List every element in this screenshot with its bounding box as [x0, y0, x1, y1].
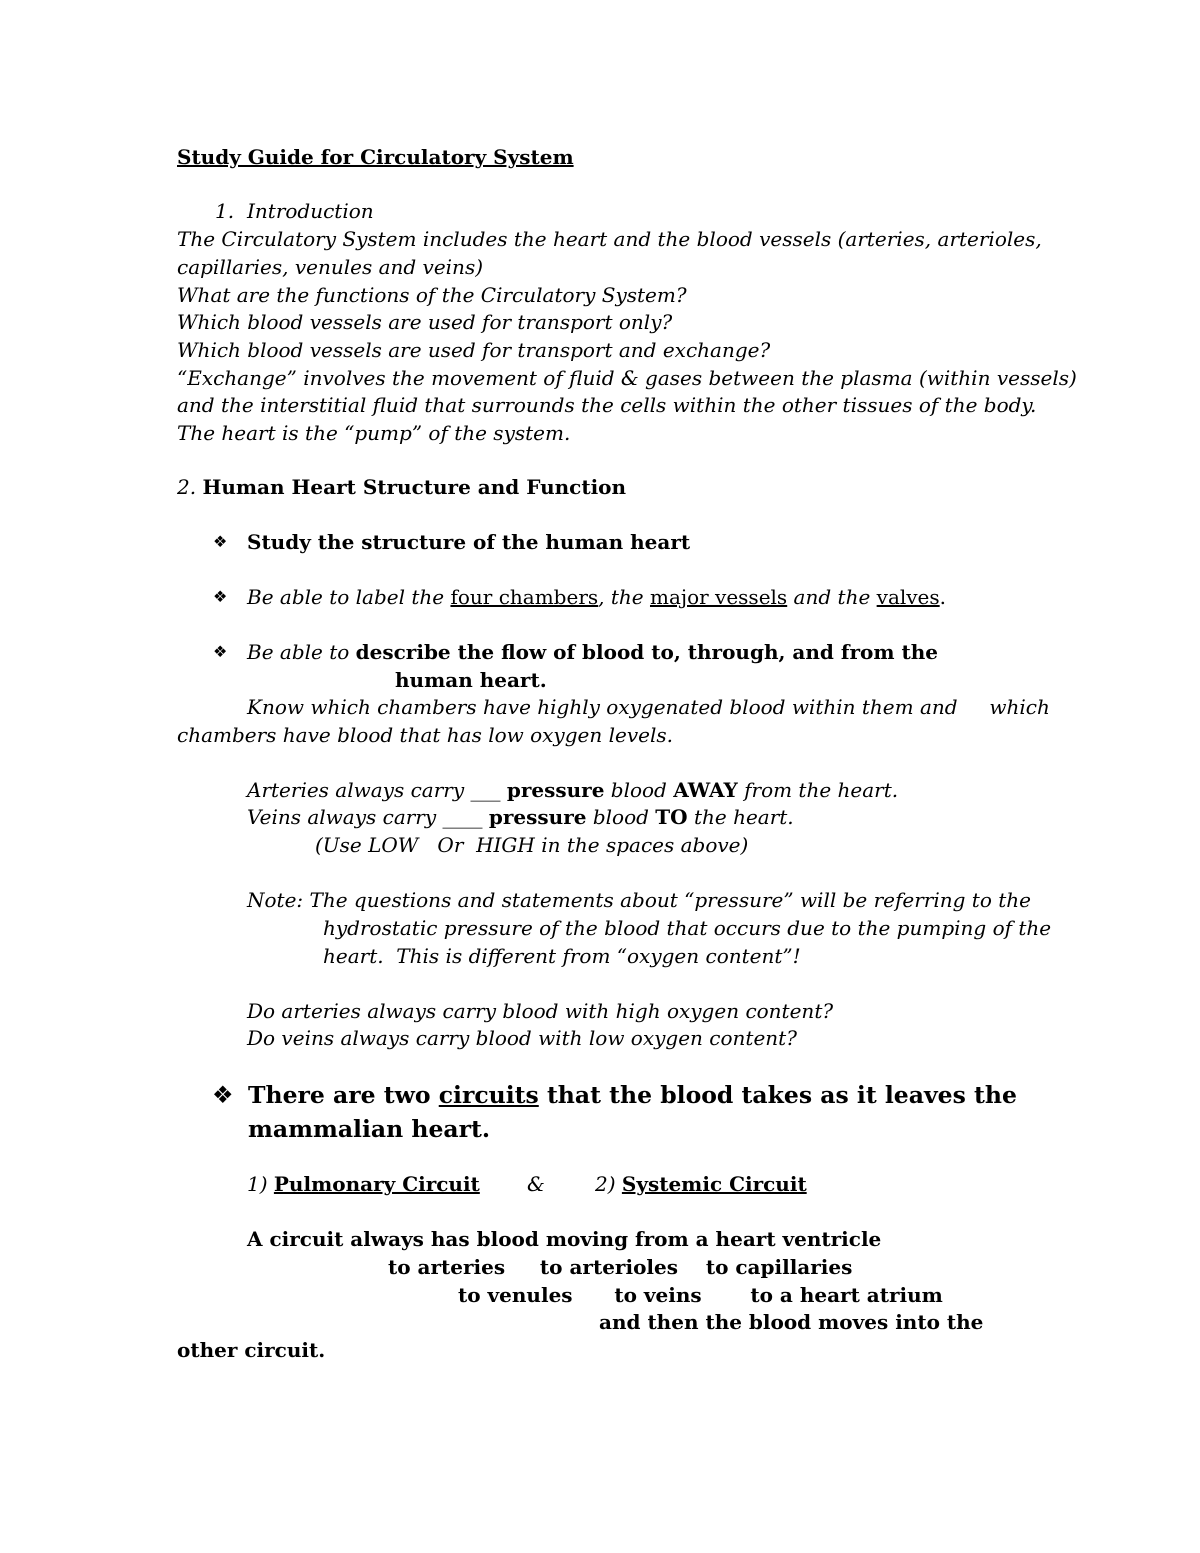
bullet-label-chambers: [247, 583, 946, 611]
section2-heading: Human Heart Structure and Function: [202, 475, 627, 499]
arteries-a: Arteries always carry ___: [247, 778, 507, 802]
question-arteries: Do arteries always carry blood with high oxygen content?: [247, 999, 834, 1023]
arteries-b: pressure: [506, 778, 605, 802]
pulmonary-label: Pulmonary Circuit: [273, 1172, 480, 1196]
veins-d: TO: [655, 805, 688, 829]
bullet2-text-2: , the: [598, 585, 650, 609]
use-low-high-line: (Use LOW Or HIGH in the spaces above): [315, 833, 749, 857]
section1-number: 1.: [215, 199, 235, 223]
bullet3-continuation: human heart.: [395, 668, 547, 692]
systemic-label: Systemic Circuit: [621, 1172, 807, 1196]
diamond-bullet-icon: ❖: [213, 532, 228, 551]
veins-b: pressure: [488, 805, 587, 829]
intro-line-1: The Circulatory System includes the heart and the blood vessels (arteries, arterioles,: [177, 227, 1042, 251]
page-title: Study Guide for Circulatory System: [177, 145, 574, 169]
systemic-circuit: [595, 1170, 807, 1198]
arteries-e: from the heart.: [737, 778, 899, 802]
systemic-number: 2): [595, 1172, 622, 1196]
flow-line-5: other circuit.: [177, 1338, 326, 1362]
pulmonary-number: 1): [247, 1172, 274, 1196]
bullet3-bold: describe the flow of blood to, through, and from the: [355, 640, 938, 664]
flow-line-2: to arteries to arterioles to capillaries: [388, 1255, 853, 1279]
section1-heading: Introduction: [247, 199, 374, 223]
section2-number: 2.: [177, 475, 197, 499]
diamond-bullet-icon: ❖: [213, 587, 228, 606]
valves-text: valves: [876, 585, 940, 609]
flow-line-1: A circuit always has blood moving from a heart ventricle: [247, 1227, 882, 1251]
know-line-1: Know which chambers have highly oxygenated blood within them and which: [247, 695, 1050, 719]
section2-heading-row: [177, 473, 626, 501]
bullet3-lead: Be able to: [247, 640, 356, 664]
note-line-1: Note: The questions and statements about “pressure” will be referring to the: [247, 888, 1031, 912]
bullet2-text-1: Be able to label the: [247, 585, 451, 609]
intro-line-4: Which blood vessels are used for transport only?: [177, 310, 673, 334]
veins-e: the heart.: [687, 805, 794, 829]
veins-c: blood: [586, 805, 656, 829]
ampersand: &: [527, 1172, 545, 1196]
arteries-line: [247, 776, 898, 804]
bullet2-text-3: and the: [787, 585, 877, 609]
intro-line-6: “Exchange” involves the movement of fluid & gases between the plasma (within vessels): [177, 366, 1077, 390]
circuits-line-2: mammalian heart.: [248, 1115, 491, 1143]
circuits-line-1: [248, 1078, 1017, 1112]
bullet-describe-flow: [247, 638, 938, 666]
veins-a: Veins always carry ____: [247, 805, 489, 829]
diamond-bullet-icon: ❖: [213, 642, 228, 661]
circuits-text-a: There are two: [248, 1081, 439, 1109]
note-line-3: heart. This is different from “oxygen content”!: [323, 944, 801, 968]
arteries-c: blood: [604, 778, 674, 802]
question-veins: Do veins always carry blood with low oxygen content?: [247, 1026, 797, 1050]
bullet-study-structure: Study the structure of the human heart: [247, 530, 691, 554]
note-line-2: hydrostatic pressure of the blood that occurs due to the pumping of the: [323, 916, 1052, 940]
diamond-bullet-icon: ❖: [212, 1081, 234, 1109]
intro-line-8: The heart is the “pump” of the system.: [177, 421, 571, 445]
intro-line-7: and the interstitial fluid that surrounds the cells within the other tissues of the body.: [177, 393, 1037, 417]
four-chambers-text: four chambers: [450, 585, 599, 609]
veins-line: [247, 803, 794, 831]
intro-line-3: What are the functions of the Circulatory System?: [177, 283, 687, 307]
know-line-2: chambers have blood that has low oxygen levels.: [177, 723, 673, 747]
pulmonary-circuit: [247, 1170, 480, 1198]
major-vessels-text: major vessels: [649, 585, 788, 609]
intro-line-2: capillaries, venules and veins): [177, 255, 484, 279]
flow-line-3: to venules to veins to a heart atrium: [458, 1283, 943, 1307]
arteries-d: AWAY: [673, 778, 738, 802]
flow-line-4: and then the blood moves into the: [599, 1310, 984, 1334]
intro-line-5: Which blood vessels are used for transport and exchange?: [177, 338, 771, 362]
circuits-word: circuits: [438, 1081, 539, 1109]
bullet2-text-4: .: [939, 585, 947, 609]
circuits-text-c: that the blood takes as it leaves the: [538, 1081, 1017, 1109]
